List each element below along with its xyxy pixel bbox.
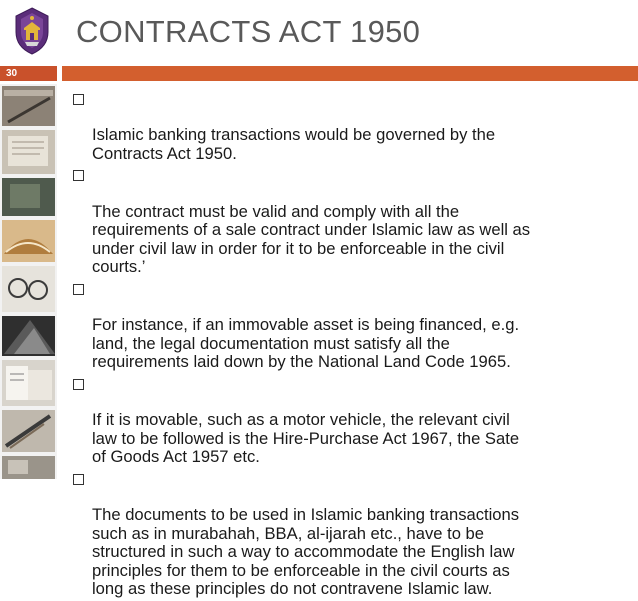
bullet-text: If it is movable, such as a motor vehicle, the relevant civil law to be followed is the Hire-Purchase Act 1967, the Sate of Goods Act 1957 etc. bbox=[92, 410, 520, 467]
checkbox-square-icon bbox=[73, 379, 84, 390]
bullet-item bbox=[72, 279, 622, 372]
checkbox-square-icon bbox=[73, 474, 84, 485]
pen-photo bbox=[2, 86, 55, 126]
checkbox-square-icon bbox=[73, 94, 84, 105]
bullet-list bbox=[72, 89, 622, 601]
bullet-text: The documents to be used in Islamic banking transactions such as in murabahah, BBA, al-ijarah etc., have to be structured in such a way to accommodate the English law principles for them to be enforceable in the civil courts as long as these principles do not contravene Islamic law. bbox=[92, 505, 520, 599]
bullet-item bbox=[72, 165, 622, 277]
texture-photo bbox=[2, 456, 55, 479]
book-photo bbox=[2, 220, 55, 262]
bullet-item bbox=[72, 89, 622, 163]
bullet-item bbox=[72, 469, 622, 599]
slide-title: CONTRACTS ACT 1950 bbox=[76, 14, 421, 49]
slide-number-badge: 30 bbox=[0, 66, 57, 81]
checkbox-square-icon bbox=[73, 170, 84, 181]
bullet-text: For instance, if an immovable asset is being financed, e.g. land, the legal documentation must satisfy all the requirements laid down by the National Land Code 1965. bbox=[92, 315, 520, 372]
paper-photo bbox=[2, 130, 55, 174]
decorative-photo-strip bbox=[0, 84, 57, 479]
title-accent-bar bbox=[62, 66, 638, 81]
bullet-item bbox=[72, 374, 622, 467]
glasses-photo bbox=[2, 266, 55, 312]
bullet-text: The contract must be valid and comply with all the requirements of a sale contract under Islamic law as well as under civil law in order for it to be enforceable in the civil courts.’ bbox=[92, 201, 531, 277]
pencil-photo bbox=[2, 410, 55, 452]
dark-green-photo bbox=[2, 178, 55, 216]
documents-photo bbox=[2, 360, 55, 406]
bullet-text: Islamic banking transactions would be governed by the Contracts Act 1950. bbox=[92, 125, 496, 163]
university-crest-logo bbox=[10, 6, 54, 56]
checkbox-square-icon bbox=[73, 284, 84, 295]
abstract-photo bbox=[2, 316, 55, 356]
